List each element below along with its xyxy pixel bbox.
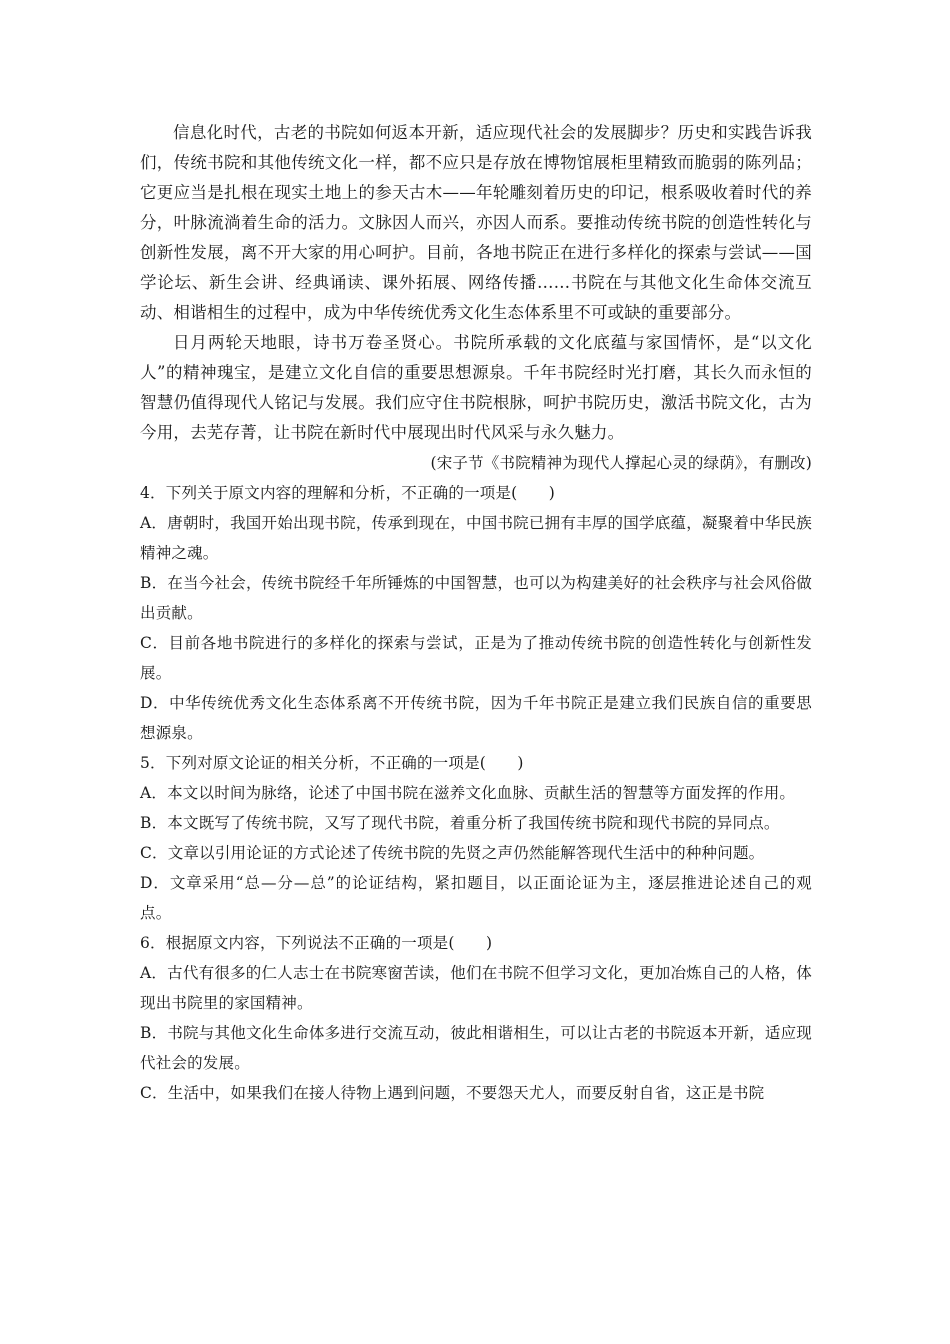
question-6 <box>140 928 812 1108</box>
option-a: A．本文以时间为脉络，论述了中国书院在滋养文化血脉、贡献生活的智慧等方面发挥的作用。 <box>140 784 796 802</box>
passage-source: (宋子节《书院精神为现代人撑起心灵的绿荫》，有删改) <box>430 454 812 472</box>
option-a: A．古代有很多的仁人志士在书院寒窗苦读，他们在书院不但学习文化，更加冶炼自己的人格，体现出书院里的家国精神。 <box>140 964 812 1012</box>
question-stem: 6．根据原文内容，下列说法不正确的一项是( ) <box>140 934 493 952</box>
option-b: B．本文既写了传统书院，又写了现代书院，着重分析了我国传统书院和现代书院的异同点。 <box>140 814 780 832</box>
option-c: C．文章以引用论证的方式论述了传统书院的先贤之声仍然能解答现代生活中的种种问题。 <box>140 844 765 862</box>
option-c: C．生活中，如果我们在接人待物上遇到问题，不要怨天尤人，而要反射自省，这正是书院 <box>140 1084 765 1102</box>
option-d: D．文章采用“总—分—总”的论证结构，紧扣题目，以正面论证为主，逐层推进论述自己的观点。 <box>140 874 812 922</box>
option-c: C．目前各地书院进行的多样化的探索与尝试，正是为了推动传统书院的创造性转化与创新性发展。 <box>140 634 812 682</box>
passage-paragraph-1: 信息化时代，古老的书院如何返本开新，适应现代社会的发展脚步？历史和实践告诉我们，传统书院和其他传统文化一样，都不应只是存放在博物馆展柜里精致而脆弱的陈列品；它更应当是扎根在现实土地上的参天古木——年轮雕刻着历史的印记，根系吸收着时代的养分，叶脉流淌着生命的活力。文脉因人而兴，亦因人而系。要推动传统书院的创造性转化与创新性发展，离不开大家的用心呵护。目前，各地书院正在进行多样化的探索与尝试——国学论坛、新生会讲、经典诵读、课外拓展、网络传播……书院在与其他文化生命体交流互动、相谐相生的过程中，成为中华传统优秀文化生态体系里不可或缺的重要部分。 <box>140 123 812 322</box>
option-b: B．书院与其他文化生命体多进行交流互动，彼此相谐相生，可以让古老的书院返本开新，适应现代社会的发展。 <box>140 1024 812 1072</box>
option-b: B．在当今社会，传统书院经千年所锤炼的中国智慧，也可以为构建美好的社会秩序与社会风俗做出贡献。 <box>140 574 812 622</box>
question-stem: 4．下列关于原文内容的理解和分析，不正确的一项是( ) <box>140 484 556 502</box>
option-d: D．中华传统优秀文化生态体系离不开传统书院，因为千年书院正是建立我们民族自信的重要思想源泉。 <box>140 694 812 742</box>
question-stem: 5．下列对原文论证的相关分析，不正确的一项是( ) <box>140 754 524 772</box>
document-content <box>140 118 812 1108</box>
question-5 <box>140 748 812 928</box>
question-4 <box>140 478 812 748</box>
passage-paragraph-2: 日月两轮天地眼，诗书万卷圣贤心。书院所承载的文化底蕴与家国情怀，是“以文化人”的精神瑰宝，是建立文化自信的重要思想源泉。千年书院经时光打磨，其长久而永恒的智慧仍值得现代人铭记与发展。我们应守住书院根脉，呵护书院历史，激活书院文化，古为今用，去芜存菁，让书院在新时代中展现出时代风采与永久魅力。 <box>140 333 812 442</box>
option-a: A．唐朝时，我国开始出现书院，传承到现在，中国书院已拥有丰厚的国学底蕴，凝聚着中华民族精神之魂。 <box>140 514 812 562</box>
